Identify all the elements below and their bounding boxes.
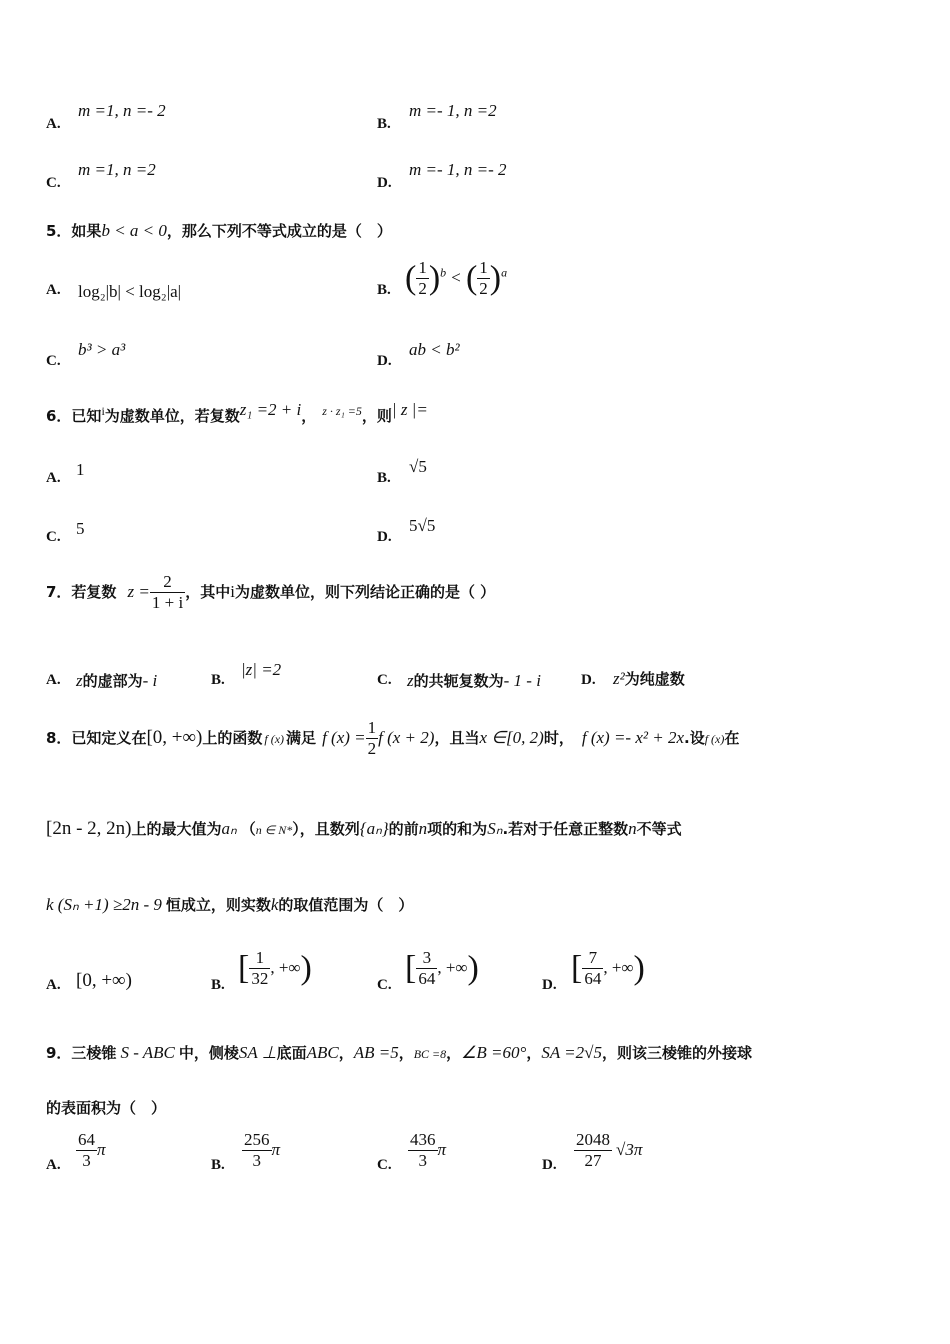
option-expr: z的共轭复数为- 1 - i xyxy=(407,671,541,690)
option-expr: ab < b² xyxy=(409,340,460,359)
option-label: C. xyxy=(46,353,61,369)
option-expr: log₂|b| < log₂|a| xyxy=(78,282,182,301)
option-label: A. xyxy=(46,1157,61,1173)
option-label: B. xyxy=(377,116,391,132)
q9-stem-line1: 9．三棱锥 S - ABC 中，侧棱SA ⊥底面ABC，AB =5，BC =8，∠B =60°，SA =2√5，则该三棱锥的外接球 xyxy=(46,1043,752,1062)
option-label: A. xyxy=(46,470,61,486)
option-label: A. xyxy=(46,116,61,132)
option-expr: $\frac{64}{3}$ π xyxy=(78,1130,106,1170)
option-label: D. xyxy=(377,529,392,545)
option-label: A. xyxy=(46,282,61,298)
option-label: D. xyxy=(377,175,392,191)
option-expr: z的虚部为- i xyxy=(76,671,158,690)
option-expr: m =- 1, n =- 2 xyxy=(409,160,507,179)
option-expr: 1 xyxy=(76,460,85,479)
option-expr: 5 xyxy=(76,519,85,538)
option-label: C. xyxy=(377,977,392,993)
q5-stem xyxy=(46,220,392,241)
option-expr: ( $\frac{1}{2}$ )$^b$ < ( $\frac{1}{2}$ )$^a$ xyxy=(405,258,508,298)
option-label: C. xyxy=(377,672,392,688)
option-expr: m =1, n =- 2 xyxy=(78,101,166,120)
option-expr: [ $\frac{3}{64}$ , +∞) xyxy=(405,948,479,988)
option-expr: |z| =2 xyxy=(241,660,282,679)
option-expr: m =1, n =2 xyxy=(78,160,156,179)
option-label: B. xyxy=(211,672,225,688)
q7-stem: 7．若复数 z = $\frac{2}{1 + i}$ ，其中i为虚数单位，则下列结论正确的是（ ） xyxy=(46,572,496,612)
option-expr: $\frac{256}{3}$ π xyxy=(244,1130,281,1170)
option-expr: √5 xyxy=(409,457,427,476)
option-label: A. xyxy=(46,977,61,993)
option-label: B. xyxy=(211,1157,225,1173)
option-label: C. xyxy=(377,1157,392,1173)
option-expr: $\frac{2048}{27}$ √3π xyxy=(576,1130,643,1170)
q9-stem-line2: 的表面积为（ ） xyxy=(46,1099,167,1117)
q8-stem-line3: k (Sₙ +1) ≥2n - 9 恒成立，则实数k的取值范围为（ ） xyxy=(46,895,414,914)
option-label: B. xyxy=(211,977,225,993)
stem-text: 5．如果 xyxy=(46,222,102,240)
option-label: B. xyxy=(377,470,391,486)
option-expr: [0, +∞) xyxy=(76,970,132,991)
option-label: D. xyxy=(377,353,392,369)
condition: b < a < 0 xyxy=(101,221,167,240)
option-label: D. xyxy=(542,1157,557,1173)
option-expr: z²为纯虚数 xyxy=(613,669,685,688)
option-expr: [ $\frac{1}{32}$ , +∞) xyxy=(238,948,312,988)
option-label: B. xyxy=(377,282,391,298)
q8-stem-line2: [2n - 2, 2n)上的最大值为aₙ （n ∈ N*），且数列{aₙ}的前n项的和为Sₙ.若对于任意正整数n不等式 xyxy=(46,818,682,839)
option-label: D. xyxy=(542,977,557,993)
q6-stem: 6．已知$^i$为虚数单位，若复数z₁ =2 + i， $^{z \cdot z_1 =5}$，则| z |= xyxy=(46,400,428,425)
option-expr: m =- 1, n =2 xyxy=(409,101,497,120)
option-label: C. xyxy=(46,529,61,545)
option-label: C. xyxy=(46,175,61,191)
q8-stem-line1: 8．已知定义在[0, +∞)上的函数 f (x) 满足 f (x) = $\frac{1}{2}$ f (x + 2)，且当x ∈[0, 2)时， f (x) =- x² + 2x.设f (x)在 xyxy=(46,718,740,758)
option-expr: b³ > a³ xyxy=(78,340,126,359)
option-label: D. xyxy=(581,672,596,688)
option-expr: $\frac{436}{3}$ π xyxy=(410,1130,447,1170)
option-expr: 5√5 xyxy=(409,516,436,535)
stem-text: ，那么下列不等式成立的是（ ） xyxy=(166,222,392,240)
option-label: A. xyxy=(46,672,61,688)
option-expr: [ $\frac{7}{64}$ , +∞) xyxy=(571,948,645,988)
